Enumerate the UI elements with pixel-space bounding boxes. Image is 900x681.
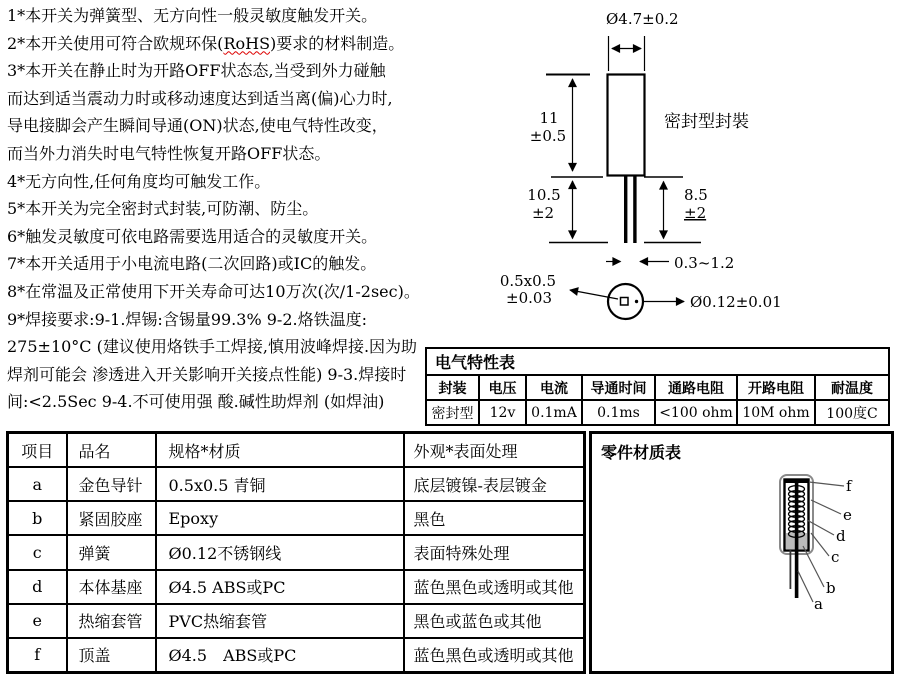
value-cell: 100度C: [815, 400, 889, 425]
note-line: 7*本开关适用于小电流电路(二次回路)或IC的触发。: [7, 254, 377, 274]
dim-pin-section-tol: ±0.03: [506, 289, 552, 307]
table-row: [8, 638, 585, 673]
table-row: [8, 501, 585, 535]
spec-cell: 0.5x0.5 青铜: [156, 467, 404, 501]
parts-material-panel: [589, 431, 894, 674]
dim-lead-right-value: 8.5: [684, 186, 708, 204]
header-cell: 封装: [426, 375, 479, 400]
name-cell: 顶盖: [67, 638, 156, 673]
table-header-row: [8, 433, 585, 468]
dim-wire-diameter: Ø0.12±0.01: [690, 293, 782, 311]
note-line: 9*焊接要求:9-1.焊锡:含锡量99.3% 9-2.烙铁温度:: [7, 309, 367, 329]
header-cell: 开路电阻: [737, 375, 815, 400]
finish-cell: 黑色: [404, 501, 585, 535]
note-line: 3*本开关在静止时为开路OFF状态态,当受到外力碰触: [7, 61, 386, 81]
header-cell: 导通时间: [582, 375, 655, 400]
spring-wire-dot: [635, 300, 638, 303]
table-row: [8, 467, 585, 501]
header-cell: 规格*材质: [156, 433, 404, 468]
pin-cross-section-square: [621, 298, 629, 306]
value-cell: 12v: [479, 400, 526, 425]
finish-cell: 黑色或蓝色或其他: [404, 604, 585, 638]
header-cell: 电压: [479, 375, 526, 400]
parts-material-table: [6, 431, 586, 674]
spec-cell: Ø4.5 ABS或PC: [156, 638, 404, 673]
table-row: [8, 604, 585, 638]
dim-pin-section-value: 0.5x0.5: [499, 272, 556, 290]
header-cell: 通路电阻: [655, 375, 737, 400]
lead-left: [624, 177, 627, 244]
component-structure-diagram: [592, 434, 891, 671]
spec-cell: Ø4.5 ABS或PC: [156, 570, 404, 604]
header-cell: 项目: [8, 433, 67, 468]
name-cell: 热缩套管: [67, 604, 156, 638]
rohs-misspelling-mark: RoHS: [223, 33, 271, 53]
note-line: 1*本开关为弹簧型、无方向性一般灵敏度触发开关。: [7, 6, 378, 25]
note-line: 而当外力消失时电气特性恢复开路OFF状态。: [7, 143, 331, 163]
spec-cell: Ø0.12不锈钢线: [156, 535, 404, 569]
spec-cell: PVC热缩套管: [156, 604, 404, 638]
dim-lead-left-tol: ±2: [531, 204, 555, 222]
note-line: 导电接脚会产生瞬间导通(ON)状态,使电气特性改变，: [7, 116, 388, 136]
finish-cell: 蓝色黑色或透明或其他: [404, 570, 585, 604]
header-cell: 电流: [526, 375, 582, 400]
switch-body-outline: [608, 75, 645, 176]
electrical-characteristics-table: [425, 347, 890, 426]
dim-lead-right-tol: ±2: [684, 204, 707, 222]
part-label-b: b: [826, 579, 836, 597]
finish-cell: 底层镀镍-表层镀金: [404, 467, 585, 501]
finish-cell: 表面特殊处理: [404, 535, 585, 569]
note-line: 5*本开关为完全密封式封装,可防潮、防尘。: [7, 199, 319, 219]
table-row: [8, 535, 585, 569]
note-line-pre: 2*本开关使用可符合欧规环保(: [7, 33, 224, 53]
value-cell: 密封型: [426, 400, 479, 425]
finish-cell: 蓝色黑色或透明或其他: [404, 638, 585, 673]
dim-lead-left-value: 10.5: [527, 186, 561, 204]
name-cell: 金色导针: [67, 467, 156, 501]
table-header-row: [426, 375, 889, 400]
note-line-post: )要求的材料制造。: [270, 33, 405, 53]
lead-right: [633, 177, 636, 244]
item-cell: e: [8, 604, 67, 638]
part-label-f: f: [846, 477, 852, 495]
item-cell: a: [8, 467, 67, 501]
package-type-label: 密封型封裝: [664, 112, 749, 132]
note-line: 275±10°C (建议使用烙铁手工焊接,慎用波峰焊接.因为助: [7, 337, 418, 357]
header-cell: 品名: [67, 433, 156, 468]
name-cell: 本体基座: [67, 570, 156, 604]
spec-cell: Epoxy: [156, 501, 404, 535]
spring-wire-lead: [790, 550, 792, 589]
part-label-d: d: [836, 527, 846, 545]
table-row: [8, 570, 585, 604]
item-cell: b: [8, 501, 67, 535]
name-cell: 弹簧: [67, 535, 156, 569]
name-cell: 紧固胶座: [67, 501, 156, 535]
item-cell: f: [8, 638, 67, 673]
table-title-row: [426, 348, 889, 375]
dim-body-height-value: 11: [539, 109, 559, 127]
part-label-c: c: [831, 548, 840, 566]
value-cell: 0.1ms: [582, 400, 655, 425]
item-cell: d: [8, 570, 67, 604]
dim-body-height-tol: ±0.5: [529, 127, 567, 145]
center-pin: [795, 482, 799, 598]
value-cell: <100 ohm: [655, 400, 737, 425]
electrical-table-title: 电气特性表: [426, 348, 889, 375]
header-cell: 耐温度: [815, 375, 889, 400]
dim-body-diameter: Ø4.7±0.2: [606, 10, 679, 28]
note-line: 而达到适当震动力时或移动速度达到适当离(偏)心力时,: [7, 88, 393, 108]
part-label-e: e: [843, 506, 852, 524]
part-label-a: a: [814, 595, 823, 613]
table-row: [426, 400, 889, 425]
parts-panel-title: 零件材质表: [601, 443, 682, 462]
note-line: 8*在常温及正常使用下开关寿命可达10万次(次/1-2sec)。: [7, 281, 420, 301]
note-line: 间:<2.5Sec 9-4.不可使用强 酸.碱性助焊剂 (如焊油): [7, 392, 385, 412]
note-line: 4*无方向性,任何角度均可触发工作。: [7, 171, 271, 191]
note-line: 焊剂可能会 渗透进入开关影响开关接点性能) 9-3.焊接时: [7, 364, 407, 384]
item-cell: c: [8, 535, 67, 569]
value-cell: 10M ohm: [737, 400, 815, 425]
value-cell: 0.1mA: [526, 400, 582, 425]
note-line: 6*触发灵敏度可依电路需要选用适合的灵敏度开关。: [7, 226, 378, 246]
header-cell: 外观*表面处理: [404, 433, 585, 468]
dim-lead-gap: 0.3~1.2: [674, 254, 735, 272]
